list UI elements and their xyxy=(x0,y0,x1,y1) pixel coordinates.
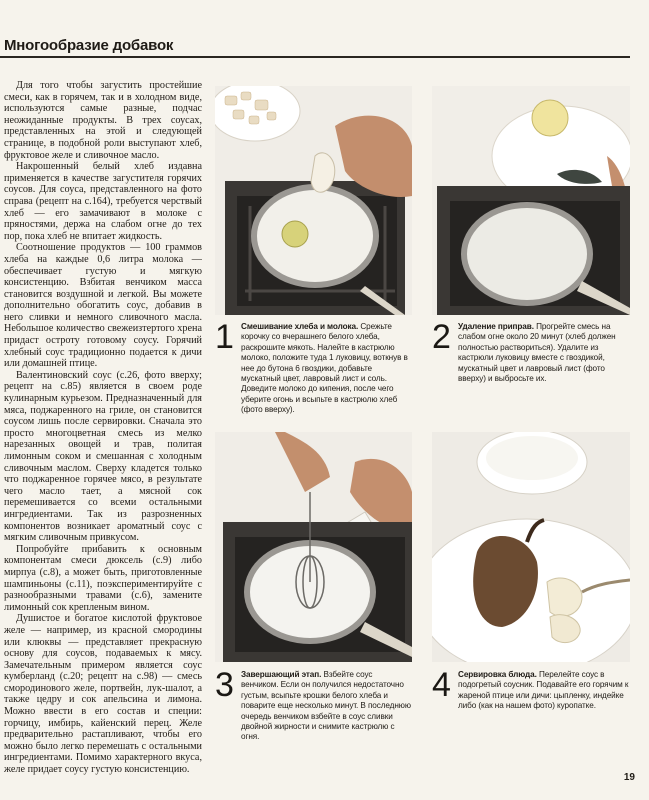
step-body: Взбейте соус венчиком. Если он получился недостаточно густым, всыпьте крошки белого хлеба и поварите еще несколько минут. В последнюю очередь венчиком взбейте в соус сливки двойной жирности и снимите кастрюлю с огня. xyxy=(241,670,411,742)
step-2-caption xyxy=(432,320,630,420)
page-title: Многообразие добавок xyxy=(4,37,174,54)
step-heading: Завершающий этап. xyxy=(241,670,322,679)
step-text xyxy=(241,670,411,743)
photo-whisking-sauce xyxy=(215,432,412,662)
body-paragraph: Накрошенный белый хлеб издавна применяется в качестве загустителя горячих соусов. Для соуса, представленного на фото справа (рецепт на с.164), требуется черствый хлеб — его замачивают в молоке с пряностями, держа на слабом огне до тех пор, пока хлеб не впитает жидкость. xyxy=(4,161,202,242)
title-rule xyxy=(0,56,630,58)
step-number: 1 xyxy=(215,318,234,356)
step-4-caption xyxy=(432,668,630,768)
body-paragraph: Для того чтобы загустить простейшие смеси, как в горячем, так и в холодном виде, используются самые разные, подчас неожиданные продукты. В трех соусах, представленных на этой и следующей странице, в подобной роли выступают хлеб, фруктовое желе и сливочное масло. xyxy=(4,80,202,161)
step-body: Прогрейте смесь на слабом огне около 20 минут (хлеб должен полностью раствориться). Удалите из кастрюли луковицу вместе с гвоздикой, мускатный цвет и лавровый лист (фото вверху) и выбросьте их. xyxy=(458,322,616,384)
step-text xyxy=(241,322,411,416)
step-number: 3 xyxy=(215,666,234,704)
photo-bread-and-milk xyxy=(215,86,412,315)
body-paragraph: Душистое и богатое кислотой фруктовое желе — например, из красной смородины или клюквы — представляет прекрасную основу для соусов, подаваемых к мясу. Замечательным примером является соус кумберланд (с.20; рецепт на с.98) — смесь смородинового желе, портвейн, лук-шалот, а также цедру и сок апельсина и лимона. Можно ввести в его состав и специи: горчицу, имбирь, кайенский перец. Желе предварительно растапливают, чтобы его можно было легко перемешать с остальными ингредиентами. Помимо характерного вкуса, желе придает соусу густую консистенцию. xyxy=(4,613,202,776)
body-paragraph: Попробуйте прибавить к основным компонентам смеси дюксель (с.9) либо мирпуа (с.8), а может быть, приготовленные шампиньоны (с.11), поэкспериментируйте с разнообразными травами (с.6), замените лимонный сок крепленым вином. xyxy=(4,543,202,613)
step-body: Перелейте соус в подогретый соусник. Подавайте его горячим к жареной птице или дичи: цыпленку, индейке либо (как на нашем фото) куропатке. xyxy=(458,670,629,711)
photo-serving-partridge xyxy=(432,432,630,662)
body-paragraph: Соотношение продуктов — 100 граммов хлеба на каждые 0,6 литра молока — обеспечивает густую и мягкую консистенцию. Взбитая венчиком масса становится воздушной и легкой. Вы можете дополнительно обогатить соус, добавив в него сливки и немного сливочного масла. Небольшое количество свежеизтертого хрена придаст остроту готовому соусу. Горячий хлебный соус традиционно подается к дичи или домашней птице. xyxy=(4,242,202,370)
step-heading: Удаление приправ. xyxy=(458,322,534,331)
body-paragraph: Валентиновский соус (с.26, фото вверху; рецепт на с.85) является в своем роде кулинарным курьезом. Предназначенный для мяса, поджаренного на гриле, он становится соусом лишь после сервировки. Сначала это просто многоцветная смесь из мелко нарезанных овощей и трав, политая лимонным соком и смешанная с холодным сливочным маслом. Сверху кладется только что поджаренное горячее мясо, в результате чего масло тает, а мясной сок перемешивается со всеми остальными ингредиентами. Так из разрозненных компонентов возникает ароматный соус с мягким сливочным привкусом. xyxy=(4,369,202,544)
page-number: 19 xyxy=(623,772,635,783)
step-text xyxy=(458,322,630,384)
step-body: Срежьте корочку со вчерашнего белого хлеба, раскрошите мякоть. Налейте в кастрюлю молоко, положите туда 1 луковицу, воткнув в нее до бутона 6 гвоздики, добавьте мускатный цвет, лавровый лист и соль. Доведите молоко до кипения, после чего уберите огонь и всыпьте в кастрюлю хлеб (фото вверху). xyxy=(241,322,408,415)
step-heading: Смешивание хлеба и молока. xyxy=(241,322,359,331)
step-heading: Сервировка блюда. xyxy=(458,670,537,679)
photo-removing-spices xyxy=(432,86,630,315)
step-1-caption xyxy=(215,320,412,420)
step-text xyxy=(458,670,630,712)
step-number: 4 xyxy=(432,666,451,704)
step-number: 2 xyxy=(432,318,451,356)
body-text-column xyxy=(4,80,202,776)
step-3-caption xyxy=(215,668,412,768)
